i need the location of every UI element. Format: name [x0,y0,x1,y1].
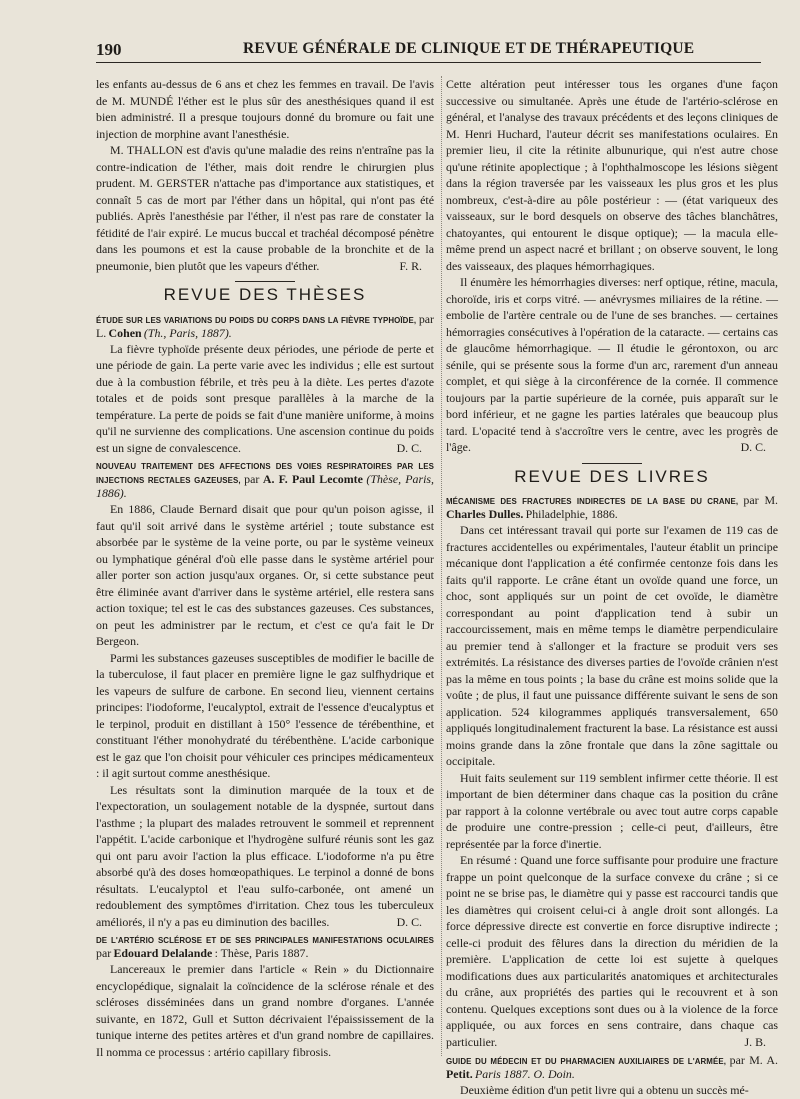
signature: D. C. [740,440,766,454]
paragraph: Parmi les substances gazeuses susceptibles de modifier le bacille de la tuberculose, il faut placer en première ligne le gaz sulfhydrique et les vapeurs de sulfure de carbone. En second lieu, viennent certains principes: l'iodoforme, l'eucalyptol, extrait de l'essence d'eucalyptus et le terpinol, produit en distillant à 150° l'essence de térébenthine, et constituant l'éther monohydraté du térébenthène. L'acide carbonique est le gaz que l'on choisit pour véhiculer ces principes médicamenteux : il agit surtout comme anesthésique. [96,650,434,780]
paragraph: les enfants au-dessus de 6 ans et chez les femmes en travail. De l'avis de M. MUNDÉ l'éther est le plus sûr des anesthésiques quand il est bien administré. Il a presque toujours donné du bromure ou fait une injection de morphine avant l'anesthésie. [96,77,434,141]
paragraph: Cette altération peut intéresser tous les organes d'une façon successive ou simultanée. Après une étude de l'artério-sclérose en général, et l'analyse des travaux précédents et des leçons cliniques de M. Henri Huchard, l'auteur décrit ses manifestations oculaires. En premier lieu, il cite la rétinite albunurique, qui n'est autre chose qu'une rétinite apoplectique ; à l'ophthalmoscope les lésions siègent dans la région traversée par les vaisseaux les plus gros et les plus nombreux, c'est-à-dire au pôle postérieur : — (état variqueux des vaisseaux, sur le bord desquels on observe des tâches blanchâtres, chatoyantes, qui entourent le disque optique); — la macula elle-même prend un aspect nacré et brillant ; on observe souvent, le long des vaisseaux, des plaques hémorrhagiques. [446,77,778,273]
signature: D. C. [396,440,422,455]
item-heading: ÉTUDE SUR LES VARIATIONS DU POIDS DU CORPS DANS LA FIÈVRE TYPHOÏDE, par L. Cohen (Th., Paris, 1887). [96,311,434,340]
paragraph: Lancereaux le premier dans l'article « Rein » du Dictionnaire encyclopédique, signalait la coïncidence de la sclérose rénale et des scléroses disséminées dans un grand nombre d'organes. L'année suivante, en 1872, Gull et Sutton décrivaient l'épaississement de la tunique interne des petites artères et d'un grand nombre de capillaires. Il nomma ce processus : artério capillary fibrosis. [96,962,434,1059]
item-heading: MÉCANISME DES FRACTURES INDIRECTES DE LA BASE DU CRANE, par M. Charles Dulles. Philadelphie, 1886. [446,493,779,521]
author-name: Cohen [108,325,142,340]
paragraph: En 1886, Claude Bernard disait que pour qu'un poison agisse, il faut qu'il soit arrivé dans le système artériel ; toute substance est absorbée par le système de la veine porte, ou par le système veineux ou lymphatique général d'où elle passe dans le système artériel pour aller porter son action jusqu'aux organes. Or, si cette substance peut être éliminée avant d'arriver dans le système artériel, elle restera sans action toxique; tel est le cas des substances gazeuses. Ces substances, on peut les administrer par le rectum, et c'est ce qu'a fait le Dr Bergeon. [96,502,434,648]
running-header [96,36,761,63]
paragraph: Dans cet intéressant travail qui porte sur l'examen de 119 cas de fractures accidentelles ou expérimentales, l'auteur établit un principe mécanique dont l'application a été confirmée centonze fois dans les faits qu'il rapporte. Le crâne étant un ovoïde quand une force, un choc, sont appliqués sur un point de cet ovoïde, le diamètre correspondant au point d'application tend à subir un raccourcissement, mais en même temps le diamètre perpendiculaire au premier tend à s'allonger et la fracture se produit vers ses extrémités. La résistance des diverses parties de l'ovoïde crânien n'est pas la même en tous points ; la base du crâne est moins solide que la voûte ; de plus, il faut une puissance différente suivant le sens de son application. 524 kilogrammes appliqués transversalement, 650 appliqués longitudinalement fracturent la base. La résistance est aussi moins grande dans la zône frontale que dans la zône sagittale ou occipitale. [446,523,778,768]
author-name: Edouard Delalande [113,946,213,960]
page-number: 190 [96,40,122,59]
item-heading: NOUVEAU TRAITEMENT DES AFFECTIONS DES VOIES RESPIRATOIRES PAR LES INJECTIONS RECTALES GAZEUSES, par A. F. Paul Lecomte (Thèse, Paris, 1886). [96,462,435,500]
paragraph: Il énumère les hémorrhagies diverses: nerf optique, rétine, macula, choroïde, iris et corps vitré. — anévrysmes miliaires de la rétine. — embolie de l'artère centrale ou de l'une de ses branches. — certaines hémorragies consécutives à l'opération de la cataracte. — certains cas de glaucôme hémorrhagique. — Il étudie le gérontoxon, ou arc sénile, qui se présente sous la forme d'un arc, rarement d'un anneau complet, et qui siège à la circonférence de la cornée. Il commence toujours par la partie supérieure de la cornée, puis apparaît sur le bord inférieur, et ne gagne les parties latérales que beaucoup plus tard. L'opacité tend à s'accroître vers le centre, avec les progrès de l'âge. D. C. [446,275,778,454]
paragraph: M. THALLON est d'avis qu'une maladie des reins n'entraîne pas la contre-indication de l'éther, mais doit rendre le chirurgien plus prudent. M. GERSTER n'attache pas d'importance aux statistiques, et connaît 5 cas de mort par l'éther dans un hôpital, qui n'ont pas été publiés. Après l'anesthésie par l'éther, il n'est pas rare de constater la fétidité de l'air expiré. Le mucus buccal et trachéal décomposé pénètre dans les poumons et est la cause probable de la bronchite et de la pneumonie, bien plutôt que les vapeurs d'éther. F. R. [96,143,434,273]
left-column [96,76,434,1066]
section-rule [582,463,642,464]
section-title-theses: REVUE DES THÈSES [163,285,367,304]
paragraph: Huit faits seulement sur 119 semblent infirmer cette théorie. Il est important de bien déterminer dans chaque cas la position du crâne par rapport à la colonne vertébrale ou avec tout autre corps capable de produire une contre-pression ; celle-ci peut, d'ailleurs, être représentée par la force d'inertie. [446,770,778,851]
paragraph: Deuxième édition d'un petit livre qui a obtenu un succès mé- [460,1083,749,1097]
item-heading: DE L'ARTÉRIO SCLÉROSE ET DE SES PRINCIPALES MANIFESTATIONS OCULAIRES par Edouard Delalande : Thèse, Paris 1887. [96,936,434,960]
paragraph: La fièvre typhoïde présente deux périodes, une période de perte et une période de gain. La perte varie avec les individus ; elle est surtout due à la combustion fébrile, et très peu à la diète. Les pertes d'azote totales et de poids sont presque parallèles à la marche de la température. La perte de poids se fait d'une manière uniforme, à moins qu'il ne survienne des complications. Une ascension continue du poids est un signe de convalescence. D. C. [96,341,434,455]
author-name: Charles Dulles. [446,507,524,521]
column-divider [441,76,442,1056]
section-rule [235,281,295,282]
section-title-livres: REVUE DES LIVRES [514,466,710,486]
signature: F. R. [399,258,422,273]
signature: J. B. [744,1034,766,1049]
paragraph: En résumé : Quand une force suffisante pour produire une fracture frappe un point quelconque de la surface convexe du crâne ; si ce point ne se brise pas, le diamètre qui y passe est raccourci tandis que les diamètres qui croisent celui-ci à angle droit sont allongés. La force dépressive directe est convertie en force disruptive indirecte ; celle-ci produit des fêlures dans la direction du méridien de la première. L'application de cette loi est sujette à quelques modifications dues aux particularités anatomiques et architecturales du crâne, aux propriétés des parties qui le recouvrent et à son contenu. Quelques exceptions sont dues ou à la violence de la force appliquée, ou aux forces en sens contraire, dans chaque cas particulier. J. B. [446,853,778,1049]
item-heading: GUIDE DU MÉDECIN ET DU PHARMACIEN AUXILIAIRES DE L'ARMÉE, par M. A. Petit. Paris 1887. O. Doin. [446,1053,778,1081]
running-title: REVUE GÉNÉRALE DE CLINIQUE ET DE THÉRAPEUTIQUE [243,40,695,57]
paragraph: Les résultats sont la diminution marquée de la toux et de l'expectoration, un soulagement notable de la dyspnée, surtout dans l'asthme ; la plupart des malades retrouvent le sommeil et reprennent l'appétit. L'acide carbonique et l'hydrogène sulfuré réunis sont les gaz qui ont paru avoir l'action la plus efficace. L'iodoforme n'a pu être absorbé qu'à des doses homœopathiques. Le terpinol a donné de bons résultats. L'eucalyptol et l'eau sulfo-carbonée, ont amené un redoublement des symptômes d'irritation. Chez tous les tuberculeux améliorés, il n'y a pas eu diminution des bacilles. D. C. [96,782,434,929]
author-name: Petit. [446,1067,473,1081]
right-column [446,76,779,1097]
signature: D. C. [396,914,422,929]
author-name: A. F. Paul Lecomte [262,472,363,486]
